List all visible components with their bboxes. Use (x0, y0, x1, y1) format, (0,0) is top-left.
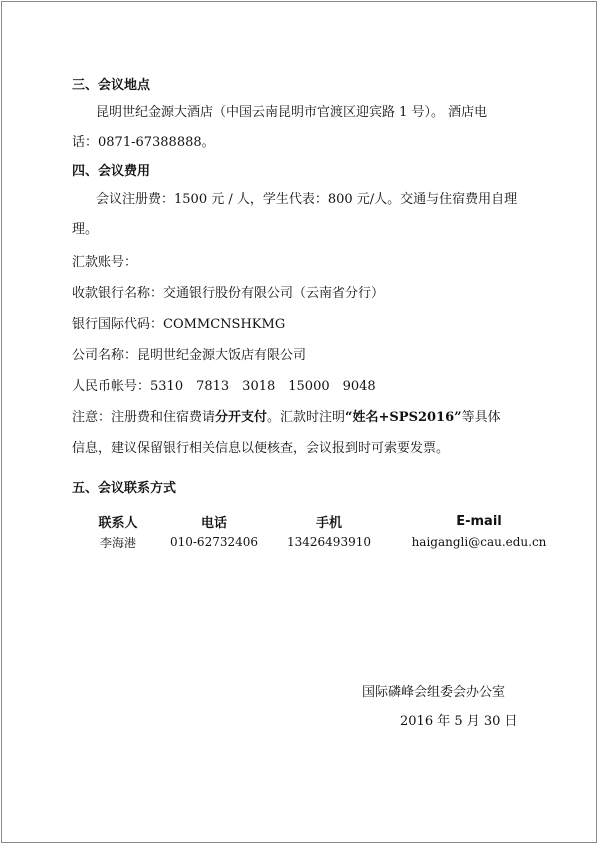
signature-office: 国际磷峰会组委会办公室 (362, 685, 506, 700)
header-email: E-mail (456, 513, 502, 529)
signature-date: 2016 年 5 月 30 日 (400, 714, 518, 729)
section5-heading: 五、会议联系方式 (72, 481, 177, 496)
note-bold-name: “姓名+SPS2016” (345, 410, 462, 425)
contact-email: haigangli@cau.edu.cn (411, 535, 547, 549)
fee-line-2: 理。 (72, 222, 99, 237)
company-name: 公司名称：昆明世纪金源大饭店有限公司 (72, 348, 307, 363)
header-phone: 电话 (200, 515, 227, 531)
bank-code: 银行国际代码：COMMCNSHKMG (72, 317, 286, 332)
payment-note-line-2: 信息，建议保留银行相关信息以便核查，会议报到时可索要发票。 (72, 441, 450, 456)
account-number: 人民币帐号：5310 7813 3018 15000 9048 (72, 379, 376, 394)
document-page (1, 1, 597, 843)
note-bold-separate: 分开支付 (215, 410, 268, 425)
contact-phone: 010-62732406 (169, 535, 259, 549)
venue-line-1: 昆明世纪金源大酒店（中国云南昆明市官渡区迎宾路 1 号）。 酒店电 (96, 105, 488, 120)
fee-line-1: 会议注册费：1500 元 / 人，学生代表：800 元/人。交通与住宿费用自理 (96, 192, 518, 207)
header-mobile: 手机 (315, 515, 342, 531)
contact-name: 李海港 (99, 535, 136, 550)
section3-heading: 三、会议地点 (72, 78, 151, 93)
table-row (72, 532, 564, 552)
bank-name: 收款银行名称：交通银行股份有限公司（云南省分行） (72, 286, 385, 301)
payment-note-line-1 (72, 410, 501, 426)
contact-table-header (72, 510, 564, 532)
contact-table (72, 510, 564, 552)
remit-label: 汇款账号： (72, 255, 138, 270)
note-suffix: 等具体 (461, 410, 501, 425)
note-mid: 。汇款时注明 (267, 410, 346, 425)
contact-mobile: 13426493910 (287, 535, 371, 549)
header-contact: 联系人 (98, 515, 138, 531)
note-prefix: 注意：注册费和住宿费请 (72, 410, 216, 425)
section4-heading: 四、会议费用 (72, 164, 151, 179)
venue-line-2: 话：0871-67388888。 (72, 135, 215, 150)
